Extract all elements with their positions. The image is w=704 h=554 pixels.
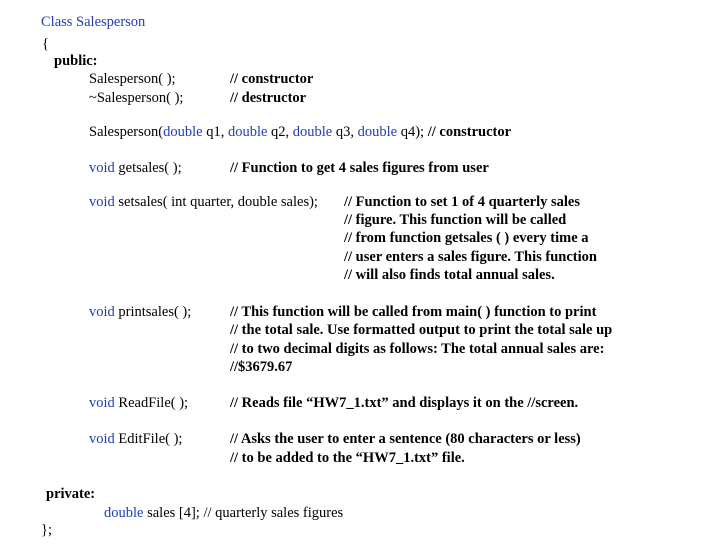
readfile-ret: void — [89, 395, 115, 411]
private-label: private: — [46, 486, 96, 502]
readfile-comment: // Reads file “HW7_1.txt” and displays it on the //screen. — [230, 395, 579, 411]
ctor2-p2-type: double — [227, 124, 268, 140]
sales-member-rest: sales [4]; // quarterly sales figures — [143, 505, 344, 521]
setsales-comment-4: // user enters a sales figure. This function — [344, 249, 597, 265]
editfile-decl — [89, 430, 182, 448]
printsales-decl — [89, 303, 191, 321]
readfile-decl — [89, 394, 188, 412]
printsales-comment-2: // the total sale. Use formatted output to print the total sale up — [230, 322, 613, 338]
printsales-comment-1: // This function will be called from main( ) function to print — [230, 304, 597, 320]
ctor2-comment: // constructor — [427, 124, 512, 140]
ctor2-p1-name: q1, — [202, 124, 228, 140]
sales-member-decl — [104, 504, 343, 522]
printsales-ret: void — [89, 304, 115, 320]
setsales-decl — [89, 193, 318, 211]
setsales-comment-5: // will also finds total annual sales. — [344, 267, 555, 283]
class-header: Class Salesperson — [41, 14, 146, 30]
ctor2-p1-type: double — [163, 124, 203, 140]
open-brace: { — [42, 36, 49, 52]
printsales-name: printsales( ); — [114, 304, 192, 320]
destructor-comment: // destructor — [230, 90, 307, 106]
ctor2-p3-type: double — [292, 124, 333, 140]
close-brace: }; — [41, 522, 52, 538]
getsales-decl — [89, 159, 182, 177]
param-constructor-decl — [89, 123, 511, 141]
ctor2-p3-name: q3, — [332, 124, 358, 140]
editfile-ret: void — [89, 431, 115, 447]
constructor-decl: Salesperson( ); — [89, 71, 176, 87]
editfile-comment-1: // Asks the user to enter a sentence (80 characters or less) — [230, 431, 581, 447]
readfile-name: ReadFile( ); — [114, 395, 189, 411]
setsales-comment-3: // from function getsales ( ) every time a — [344, 230, 589, 246]
ctor2-p4-name: q4); — [397, 124, 425, 140]
constructor-comment: // constructor — [230, 71, 314, 87]
ctor2-p4-type: double — [357, 124, 398, 140]
public-label: public: — [54, 53, 98, 69]
ctor2-p2-name: q2, — [267, 124, 293, 140]
sales-member-type: double — [104, 505, 144, 521]
ctor2-name: Salesperson( — [89, 124, 164, 140]
printsales-comment-3: // to two decimal digits as follows: The total annual sales are: — [230, 341, 605, 357]
setsales-comment-1: // Function to set 1 of 4 quarterly sales — [344, 194, 581, 210]
editfile-name: EditFile( ); — [114, 431, 183, 447]
setsales-ret: void — [89, 194, 115, 210]
getsales-name: getsales( ); — [114, 160, 182, 176]
getsales-comment: // Function to get 4 sales figures from user — [230, 160, 489, 176]
setsales-comment-2: // figure. This function will be called — [344, 212, 567, 228]
printsales-comment-4: //$3679.67 — [230, 359, 293, 375]
destructor-decl: ~Salesperson( ); — [89, 90, 184, 106]
editfile-comment-2: // to be added to the “HW7_1.txt” file. — [230, 450, 465, 466]
getsales-ret: void — [89, 160, 115, 176]
setsales-name: setsales( int quarter, double sales); — [114, 194, 318, 210]
